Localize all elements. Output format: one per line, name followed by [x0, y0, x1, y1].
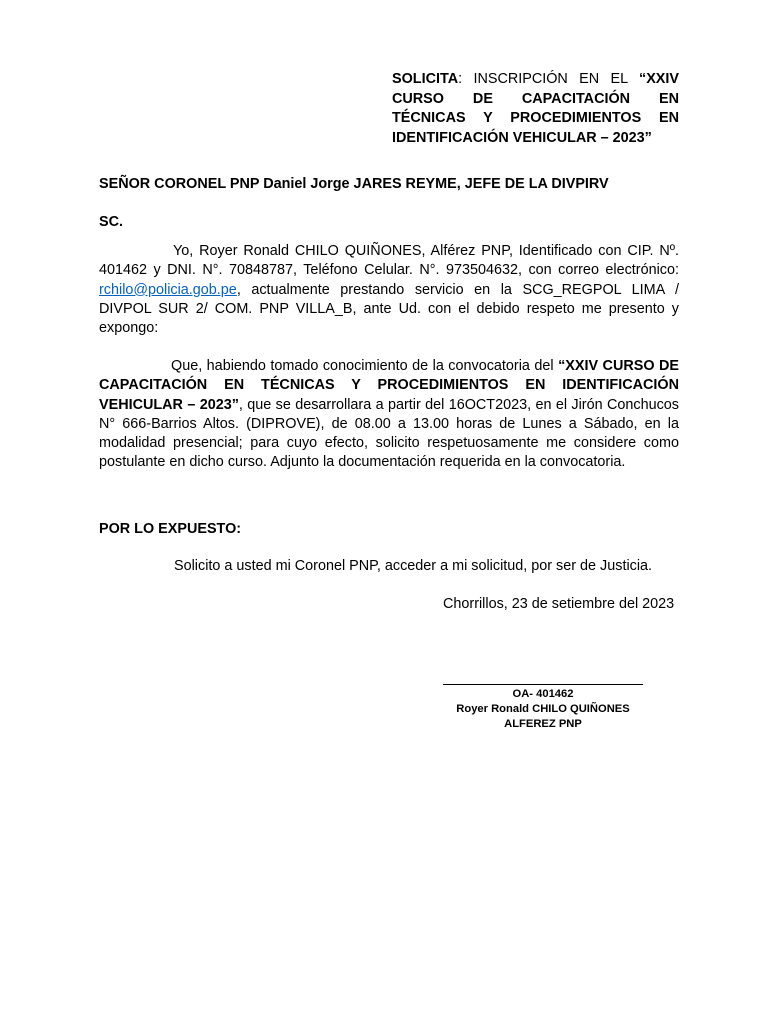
email-link[interactable]: rchilo@policia.gob.pe	[99, 281, 237, 298]
subject-course-title: “XXIV CURSO DE CAPACITACIÓN EN TÉCNICAS Y PROCEDIMIENTOS EN IDENTIFICACIÓN VEHICULAR – 2023”	[392, 71, 679, 146]
subject-block	[392, 70, 679, 148]
subject-intro: : INSCRIPCIÓN EN EL	[458, 71, 639, 87]
paragraph-introduction	[99, 242, 679, 338]
paragraph-request-detail	[99, 357, 679, 473]
place-date: Chorrillos, 23 de setiembre del 2023	[443, 596, 675, 612]
salutation: SC.	[99, 214, 123, 230]
por-lo-expuesto-heading: POR LO EXPUESTO:	[99, 521, 242, 537]
signature-code: OA- 401462	[512, 688, 574, 700]
signature-rank: ALFEREZ PNP	[504, 718, 582, 730]
detail-text: Que, habiendo tomado conocimiento de la convocatoria del	[171, 358, 559, 374]
intro-text: Yo, Royer Ronald CHILO QUIÑONES, Alférez PNP, Identificado con CIP. Nº. 401462 y DNI. N°. 70848787, Teléfono Celular. N°. 973504632, con correo electrónico:	[99, 243, 679, 279]
detail-course-title: “XXIV CURSO DE CAPACITACIÓN EN TÉCNICAS Y PROCEDIMIENTOS EN IDENTIFICACIÓN VEHICULAR – 2023”	[99, 358, 679, 413]
subject-label: SOLICITA	[392, 71, 459, 87]
addressee: SEÑOR CORONEL PNP Daniel Jorge JARES REYME, JEFE DE LA DIVPIRV	[99, 176, 609, 192]
signature-line	[443, 684, 643, 685]
intro-text-continued: , actualmente prestando servicio en la SCG_REGPOL LIMA / DIVPOL SUR 2/ COM. PNP VILLA_B, ante Ud. con el debido respeto me presento y expongo:	[99, 281, 679, 337]
signature-block	[443, 687, 643, 732]
detail-text-continued: , que se desarrollara a partir del 16OCT2023, en el Jirón Conchucos N° 666-Barrios Altos. (DIPROVE), de 08.00 a 13.00 horas de Lunes a Sábado, en la modalidad presencial; para cuyo efecto, solicito respetuosamente me considere como postulante en dicho curso. Adjunto la documentación requerida en la convocatoria.	[99, 396, 679, 471]
signature-name: Royer Ronald CHILO QUIÑONES	[456, 703, 630, 715]
request-sentence: Solicito a usted mi Coronel PNP, acceder a mi solicitud, por ser de Justicia.	[174, 558, 653, 574]
